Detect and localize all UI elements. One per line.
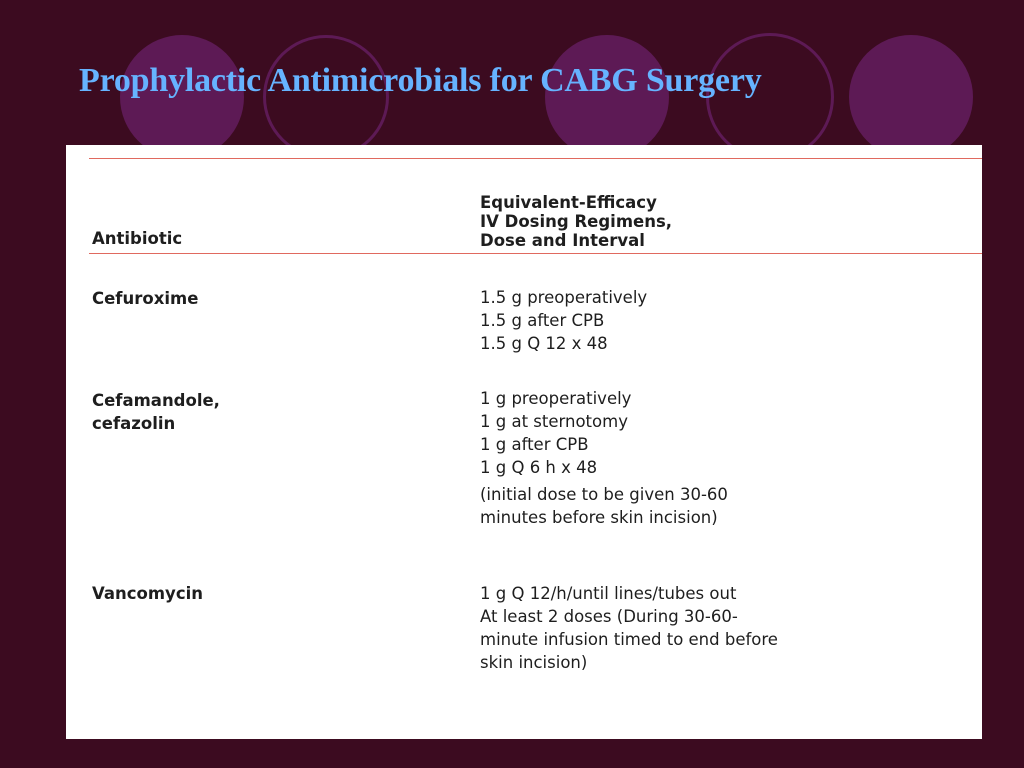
dosing-table xyxy=(66,145,982,739)
drug-name: Vancomycin xyxy=(92,584,203,603)
dose-note-line: (initial dose to be given 30-60 xyxy=(480,485,728,504)
dose-line: 1.5 g Q 12 x 48 xyxy=(480,334,608,353)
slide-title: Prophylactic Antimicrobials for CABG Surgery xyxy=(79,62,762,99)
column-header-dosing-line: IV Dosing Regimens, xyxy=(480,212,673,231)
dose-note xyxy=(480,483,728,529)
drug-name xyxy=(92,389,220,435)
dose-line: 1 g after CPB xyxy=(480,435,589,454)
dose-line: 1 g at sternotomy xyxy=(480,412,628,431)
table-header-rule xyxy=(89,253,982,254)
dose-line: minute infusion timed to end before xyxy=(480,630,778,649)
dose-line: 1.5 g after CPB xyxy=(480,311,605,330)
drug-name-line: cefazolin xyxy=(92,414,176,433)
dose-regimen xyxy=(480,387,631,479)
column-header-dosing-line: Dose and Interval xyxy=(480,231,645,250)
table-top-rule xyxy=(89,158,982,159)
decorative-circle xyxy=(849,35,973,159)
drug-name-line: Cefamandole, xyxy=(92,391,220,410)
dose-note-line: minutes before skin incision) xyxy=(480,508,718,527)
dose-line: 1 g Q 6 h x 48 xyxy=(480,458,598,477)
dose-line: At least 2 doses (During 30-60- xyxy=(480,607,738,626)
dose-line: skin incision) xyxy=(480,653,588,672)
dose-line: 1.5 g preoperatively xyxy=(480,288,648,307)
dose-regimen xyxy=(480,582,778,674)
column-header-dosing-line: Equivalent-Efficacy xyxy=(480,193,657,212)
dose-line: 1 g Q 12/h/until lines/tubes out xyxy=(480,584,737,603)
dose-line: 1 g preoperatively xyxy=(480,389,632,408)
column-header-antibiotic: Antibiotic xyxy=(92,229,183,248)
dose-regimen xyxy=(480,286,647,355)
drug-name: Cefuroxime xyxy=(92,289,199,308)
column-header-dosing xyxy=(480,193,672,250)
